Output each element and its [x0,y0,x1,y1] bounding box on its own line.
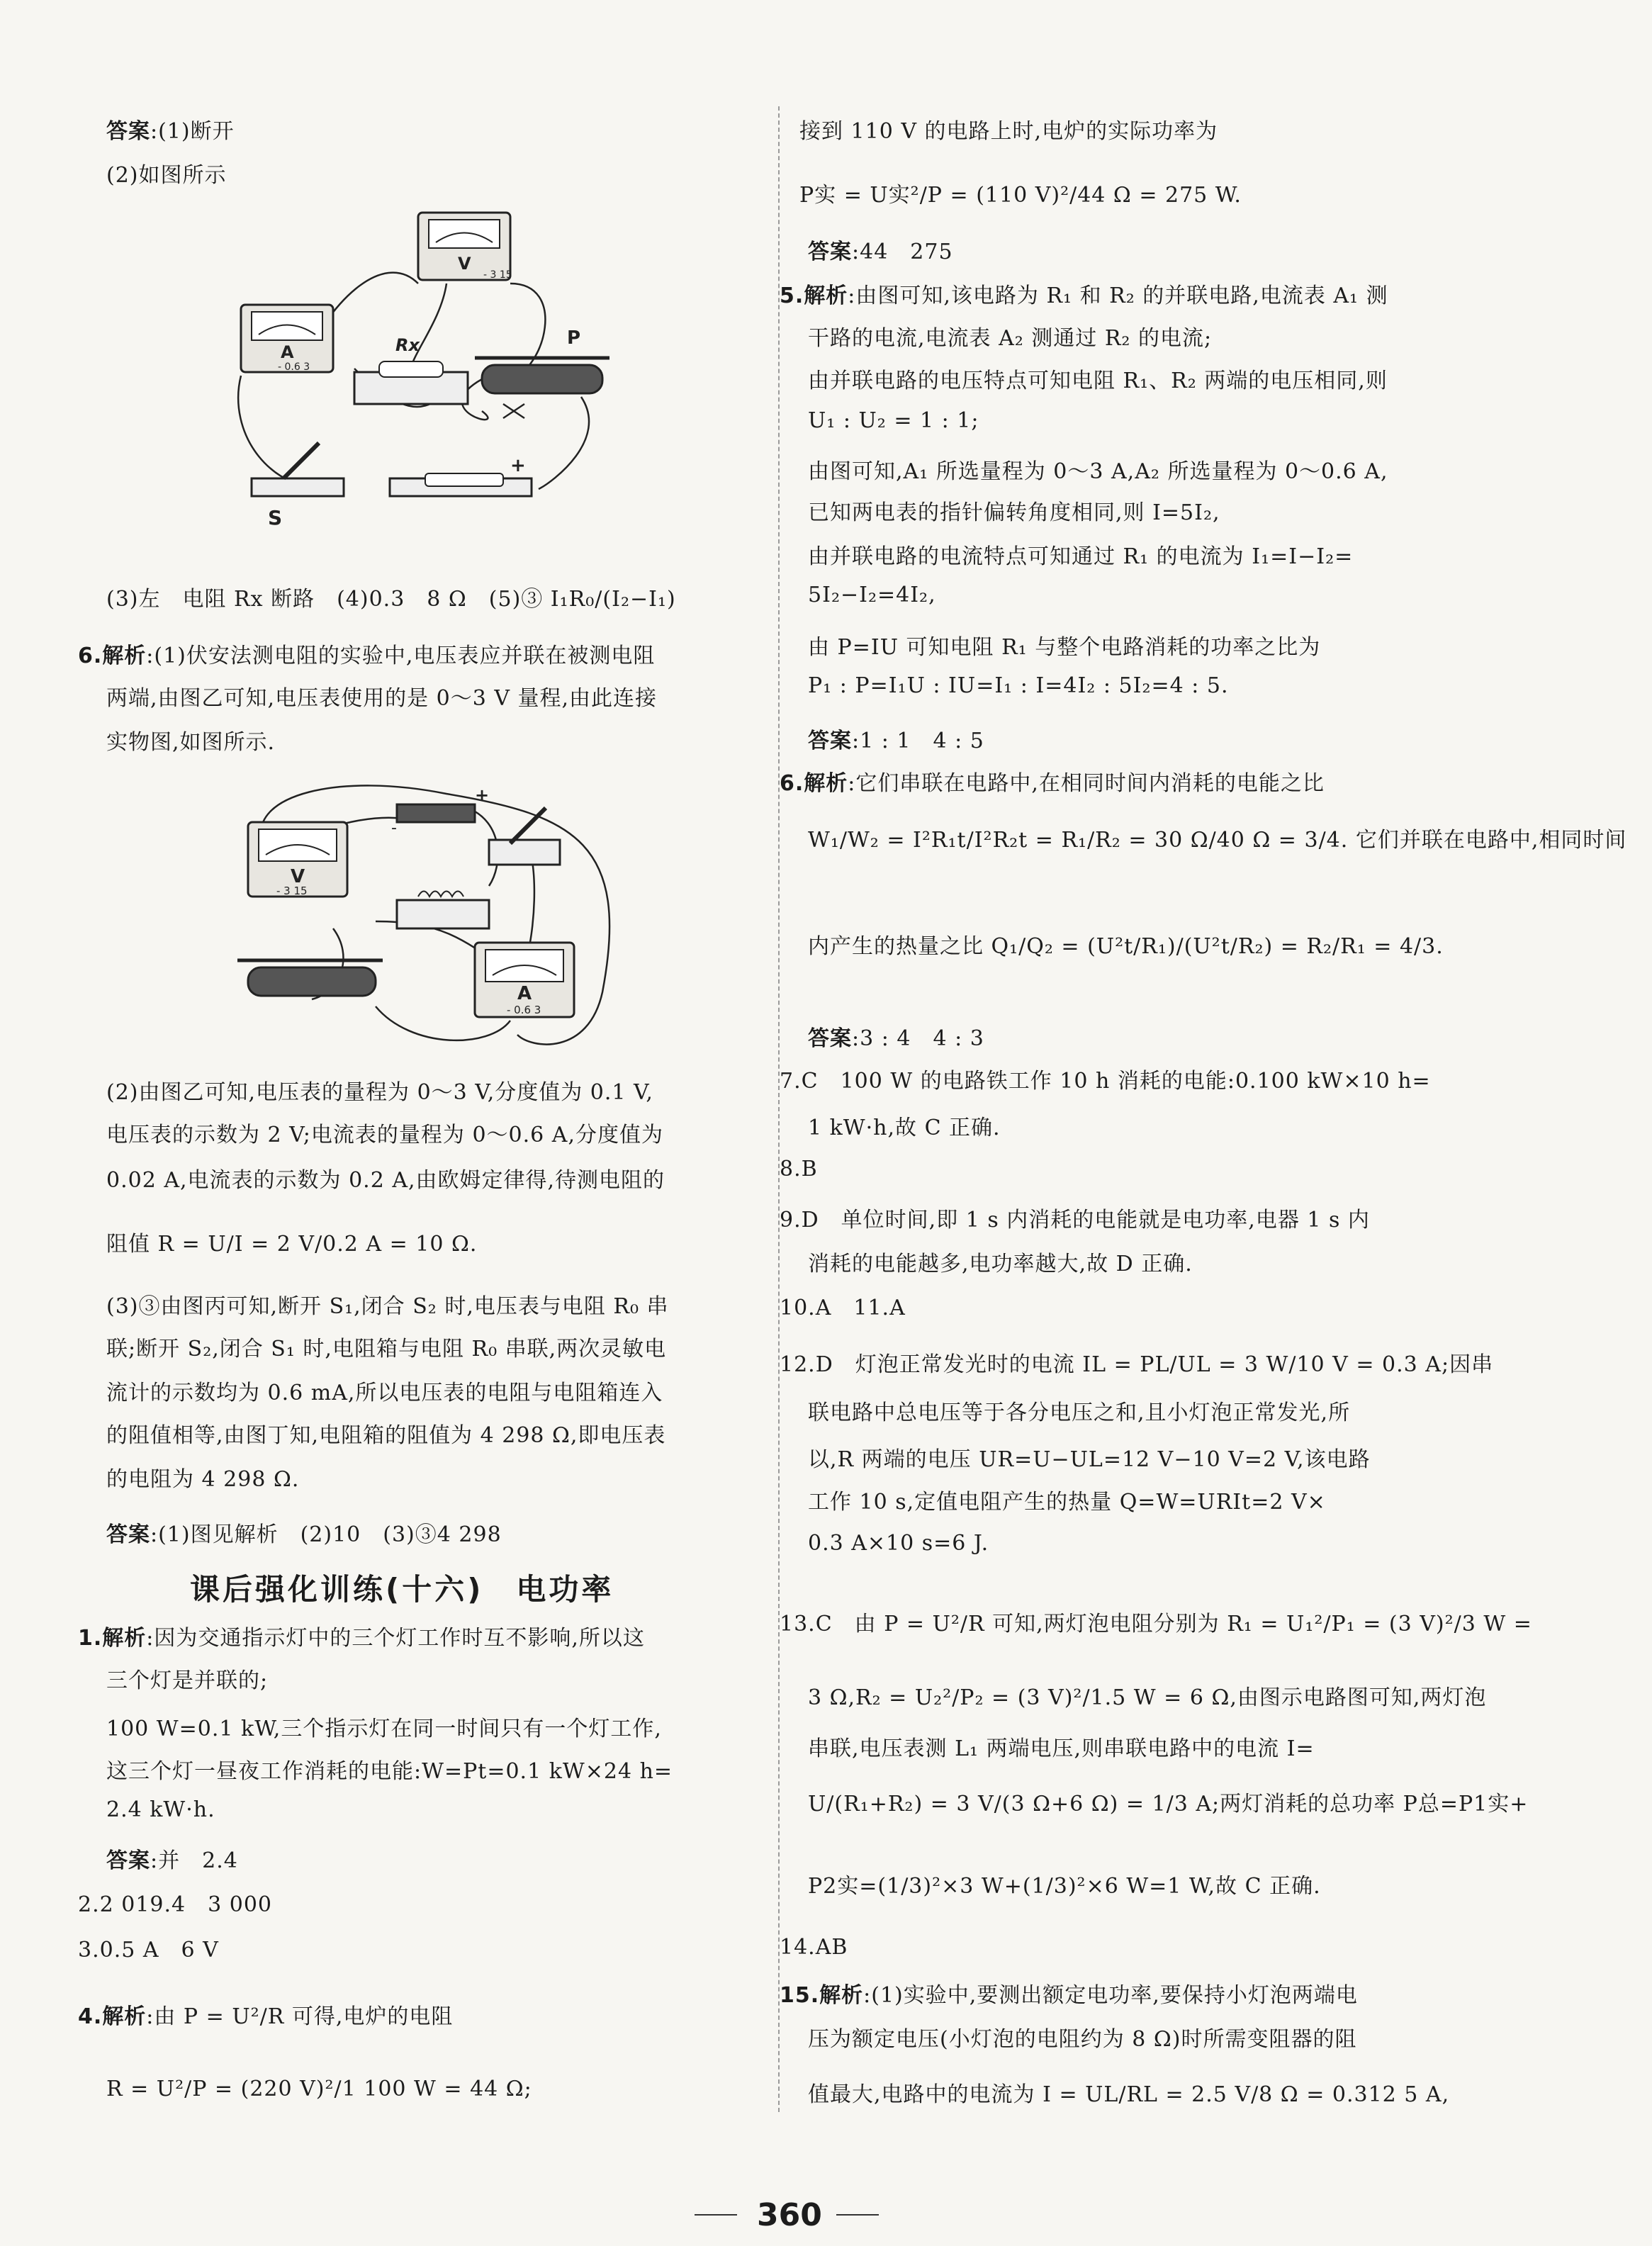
left-text-line [106,1711,662,1742]
line-text: :1 : 1 4 : 5 [852,729,984,753]
line-text: :它们串联在电路中,在相同时间内消耗的电能之比 [848,771,1325,796]
line-text: 由并联电路的电压特点可知电阻 R₁、R₂ 两端的电压相同,则 [808,369,1388,393]
line-text: :因为交通指示灯中的三个灯工作时互不影响,所以这 [146,1626,645,1651]
right-text-line [808,1731,1315,1762]
left-text-line [106,113,235,145]
right-text-line [780,1935,848,1960]
line-text: 12.D 灯泡正常发光时的电流 IL = PL/UL = 3 W/10 V = 0.3 A;因串 [780,1352,1494,1377]
page-number-dash-left [695,2214,737,2216]
page-number-dash-right [836,2214,879,2216]
line-text: 由并联电路的电流特点可知通过 R₁ 的电流为 I₁=I−I₂= [808,544,1354,569]
left-text-line [106,1843,238,1874]
line-text: 压为额定电压(小灯泡的电阻约为 8 Ω)时所需变阻器的阻 [808,2027,1357,2052]
line-text: 1 kW·h,故 C 正确. [808,1116,1001,1140]
line-text: U₁ : U₂ = 1 : 1; [808,408,979,433]
line-text: 工作 10 s,定值电阻产生的热量 Q=W=URIt=2 V× [808,1490,1326,1515]
line-text: 2.4 kW·h. [106,1797,215,1822]
section-heading: 课后强化训练(十六) 电功率 [190,1572,614,1607]
right-text-line [780,1290,906,1321]
battery-minus-label: - [391,819,397,837]
right-text-line [780,1606,1532,1637]
line-text: 8.B [780,1157,818,1181]
right-text-line [808,1395,1350,1426]
voltmeter-label: V [291,866,305,887]
line-text: (2)由图乙可知,电压表的量程为 0～3 V,分度值为 0.1 V, [106,1080,653,1105]
right-text-line [780,1347,1493,1378]
line-text: 电压表的示数为 2 V;电流表的量程为 0～0.6 A,分度值为 [106,1123,663,1147]
line-text: 7.C 100 W 的电路铁工作 10 h 消耗的电能:0.100 kW×10 h= [780,1069,1431,1094]
line-text: 5I₂−I₂=4I₂, [808,583,936,607]
left-text-line [106,1517,502,1548]
circuit-figure-1 [213,198,666,532]
right-text-line [780,1202,1370,1233]
left-text-line [106,1117,663,1148]
left-text-line [78,1932,219,1963]
line-text: P实 = U实²/P = (110 V)²/44 Ω = 275 W. [799,183,1242,208]
right-text-line [808,454,1388,485]
rheostat-icon [237,960,383,996]
answer-label: 答案 [808,1026,852,1051]
right-text-line [808,822,1626,853]
right-text-line [808,495,1220,526]
line-text: 由 P=IU 可知电阻 R₁ 与整个电路消耗的功率之比为 [808,635,1321,660]
voltmeter-icon [248,822,347,897]
left-text-line [106,157,227,189]
right-text-line [799,113,1218,145]
line-text: 阻值 R = U/I = 2 V/0.2 A = 10 Ω. [106,1232,478,1257]
right-text-line [808,629,1320,661]
left-text-line [106,1162,665,1194]
left-text-line [106,1375,663,1406]
right-text-line [808,320,1212,352]
right-text-line [808,1442,1371,1473]
left-text-line [106,680,657,712]
line-text: 100 W=0.1 kW,三个指示灯在同一时间只有一个灯工作, [106,1717,662,1741]
right-text-line [808,363,1388,394]
left-text-line [106,1753,673,1785]
line-text: 2.2 019.4 3 000 [78,1892,273,1917]
line-text: :并 2.4 [150,1848,238,1873]
left-text-line [78,638,655,669]
line-text: U/(R₁+R₂) = 3 V/(3 Ω+6 Ω) = 1/3 A;两灯消耗的总功率 P总=P1实+ [808,1792,1529,1817]
left-text-line [106,1288,669,1320]
answer-label: 答案 [808,729,852,753]
left-text-line [106,1461,299,1493]
answer-label: 4.解析 [78,2004,147,2029]
switch-icon [489,808,560,865]
right-text-line [808,1680,1486,1711]
line-text: :由图可知,该电路为 R₁ 和 R₂ 的并联电路,电流表 A₁ 测 [848,283,1388,308]
line-text: 这三个灯一昼夜工作消耗的电能:W=Pt=0.1 kW×24 h= [106,1759,673,1784]
slider-label: P [567,327,581,349]
line-text: P2实=(1/3)²×3 W+(1/3)²×6 W=1 W,故 C 正确. [808,1874,1321,1899]
line-text: 三个灯是并联的; [106,1668,269,1693]
line-text: 3 Ω,R₂ = U₂²/P₂ = (3 V)²/1.5 W = 6 Ω,由图示电路图可知,两灯泡 [808,1685,1487,1710]
right-text-line [808,234,953,265]
line-text: 实物图,如图所示. [106,730,276,755]
resistor-board-icon [354,335,468,404]
line-text: 3.0.5 A 6 V [78,1938,219,1963]
right-text-line [808,1484,1326,1515]
right-text-line [808,1110,1001,1141]
voltmeter-icon [418,213,512,281]
line-text: 干路的电流,电流表 A₂ 测通过 R₂ 的电流; [808,326,1213,351]
answer-label: 15.解析 [780,1983,864,2008]
line-text: 接到 110 V 的电路上时,电炉的实际功率为 [799,119,1218,144]
line-text: 14.AB [780,1935,848,1960]
ammeter-label: A [517,983,532,1004]
right-text-line [799,177,1242,208]
line-text: (3)③由图丙可知,断开 S₁,闭合 S₂ 时,电压表与电阻 R₀ 串 [106,1294,669,1319]
answer-label: 答案 [808,240,852,264]
right-text-line [808,1021,984,1052]
line-text: :(1)伏安法测电阻的实验中,电压表应并联在被测电阻 [146,644,656,668]
line-text: 消耗的电能越多,电功率越大,故 D 正确. [808,1252,1193,1276]
right-text-line [808,408,979,433]
line-text: 联电路中总电压等于各分电压之和,且小灯泡正常发光,所 [808,1400,1351,1425]
line-text: 0.02 A,电流表的示数为 0.2 A,由欧姆定律得,待测电阻的 [106,1168,665,1193]
line-text: :(1)断开 [150,119,235,144]
right-text-line [808,1531,989,1556]
line-text: 的电阻为 4 298 Ω. [106,1467,300,1492]
voltmeter-scale: - 3 15 [483,269,512,281]
line-text: :由 P = U²/R 可得,电炉的电阻 [146,2004,454,2029]
line-text: 流计的示数均为 0.6 mA,所以电压表的电阻与电阻箱连入 [106,1381,663,1405]
left-text-line [78,1999,453,2030]
right-text-line [808,723,984,754]
left-text-line [106,1797,215,1822]
line-text: :3 : 4 4 : 3 [852,1026,984,1051]
ammeter-scale: - 0.6 3 [507,1004,541,1016]
battery-plus-label: + [475,785,490,805]
right-text-line [780,278,1388,309]
right-text-line [808,928,1444,960]
right-text-line [808,2077,1449,2108]
line-text: :(1)实验中,要测出额定电功率,要保持小灯泡两端电 [863,1983,1358,2008]
left-text-line [106,1417,665,1449]
page-number: 360 [757,2197,822,2233]
right-text-line [808,1786,1528,1817]
line-text: 两端,由图乙可知,电压表使用的是 0～3 V 量程,由此连接 [106,686,658,711]
resistor-board-icon [397,892,489,929]
right-text-line [808,539,1353,570]
battery-plus-label: + [510,455,526,476]
right-text-line [780,1063,1431,1094]
left-text-line [106,724,275,756]
line-text: 值最大,电路中的电流为 I = UL/RL = 2.5 V/8 Ω = 0.312 5 A, [808,2082,1450,2107]
left-text-line [78,1620,645,1651]
switch-icon [252,443,344,529]
answer-label: 答案 [106,1848,150,1873]
ammeter-label: A [281,342,294,362]
right-text-line [808,1246,1193,1277]
line-text: 联;断开 S₂,闭合 S₁ 时,电阻箱与电阻 R₀ 串联,两次灵敏电 [106,1337,667,1361]
circuit-figure-2 [234,780,631,1063]
line-text: 0.3 A×10 s=6 J. [808,1531,989,1556]
right-text-line [808,583,936,607]
right-text-line [780,1157,818,1181]
line-text: 的阻值相等,由图丁知,电阻箱的阻值为 4 298 Ω,即电压表 [106,1423,666,1448]
line-text: 9.D 单位时间,即 1 s 内消耗的电能就是电功率,电器 1 s 内 [780,1208,1370,1233]
left-text-line [106,1226,477,1257]
answer-label: 1.解析 [78,1626,147,1651]
ammeter-icon [241,305,333,373]
battery-icon [390,455,532,496]
right-text-line [808,673,1229,698]
answer-label: 6.解析 [78,644,147,668]
line-text: 由图可知,A₁ 所选量程为 0～3 A,A₂ 所选量程为 0～0.6 A, [808,459,1388,484]
line-text: P₁ : P=I₁U : IU=I₁ : I=4I₂ : 5I₂=4 : 5. [808,673,1229,698]
answer-label: 答案 [106,119,150,144]
left-text-line [106,1331,666,1362]
line-text: :(1)图见解析 (2)10 (3)③4 298 [150,1522,502,1547]
ammeter-scale: - 0.6 3 [278,361,310,373]
answer-label: 答案 [106,1522,150,1547]
right-text-line [808,1868,1321,1899]
line-text: 串联,电压表测 L₁ 两端电压,则串联电路中的电流 I= [808,1736,1315,1761]
column-divider [778,106,780,2112]
line-text: (2)如图所示 [106,163,227,188]
line-text: 10.A 11.A [780,1296,906,1320]
right-text-line [780,1977,1358,2009]
voltmeter-label: V [458,254,471,274]
voltmeter-scale: - 3 15 [276,885,308,897]
left-text-line [106,1074,653,1106]
left-text-line [106,581,676,612]
resistor-label: Rx [395,335,420,355]
line-text: 以,R 两端的电压 UR=U−UL=12 V−10 V=2 V,该电路 [808,1447,1371,1472]
left-text-line [78,1887,272,1918]
left-text-line [106,2077,532,2101]
line-text: (3)左 电阻 Rx 断路 (4)0.3 8 Ω (5)③ I₁R₀/(I₂−I₁) [106,587,676,612]
switch-label: S [268,506,283,529]
left-text-line [106,1663,268,1694]
line-text: 已知两电表的指针偏转角度相同,则 I=5I₂, [808,500,1220,525]
line-text: 13.C 由 P = U²/R 可知,两灯泡电阻分别为 R₁ = U₁²/P₁ = (3 V)²/3 W = [780,1612,1532,1636]
right-text-line [780,765,1325,797]
answer-label: 5.解析 [780,283,848,308]
right-text-line [808,2021,1356,2053]
line-text: :44 275 [852,240,953,264]
line-text: R = U²/P = (220 V)²/1 100 W = 44 Ω; [106,2077,532,2101]
line-text: W₁/W₂ = I²R₁t/I²R₂t = R₁/R₂ = 30 Ω/40 Ω = 3/4. 它们并联在电路中,相同时间 [808,828,1627,853]
line-text: 内产生的热量之比 Q₁/Q₂ = (U²t/R₁)/(U²t/R₂) = R₂/R₁ = 4/3. [808,934,1444,959]
answer-label: 6.解析 [780,771,848,796]
ammeter-icon [475,943,574,1017]
